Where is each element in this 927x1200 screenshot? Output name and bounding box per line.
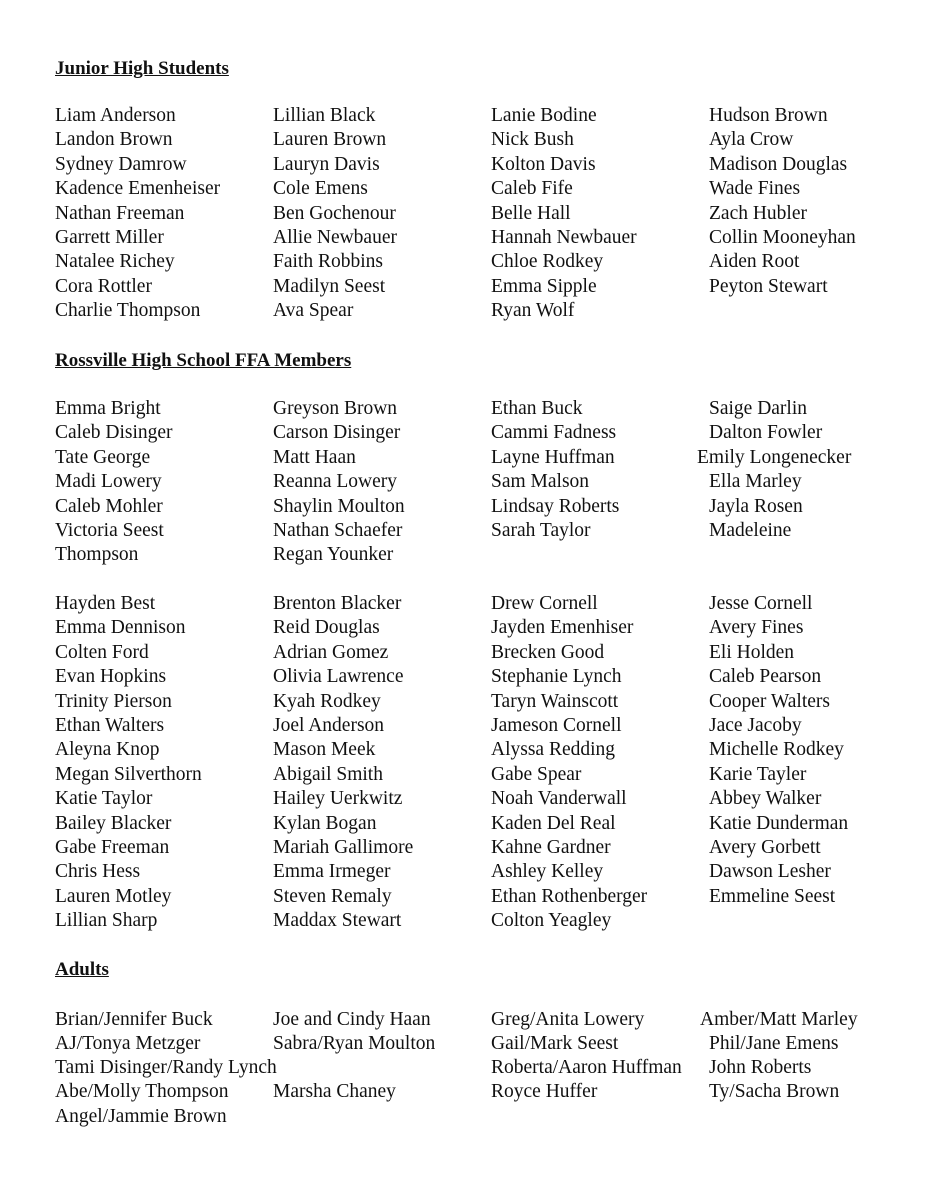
student-name: Hailey Uerkwitz <box>273 788 403 810</box>
student-name: Emmeline Seest <box>709 885 836 907</box>
student-name: Carson Disinger <box>273 422 401 444</box>
ffa-members-heading: Rossville High School FFA Members <box>55 350 352 371</box>
student-name: Ella Marley <box>709 471 802 493</box>
student-name: Liam Anderson <box>55 105 176 126</box>
student-name: Colten Ford <box>55 641 149 663</box>
student-name: Brenton Blacker <box>273 593 402 614</box>
student-name: Caleb Disinger <box>55 422 173 444</box>
student-name: Kaden Del Real <box>491 812 616 834</box>
adult-name: Joe and Cindy Haan <box>273 1009 431 1030</box>
student-name: Sam Malson <box>491 471 590 493</box>
student-name: Jameson Cornell <box>491 715 622 736</box>
student-name: Ryan Wolf <box>491 300 575 322</box>
student-name: Jesse Cornell <box>709 593 813 614</box>
adult-name: Ty/Sacha Brown <box>709 1081 840 1102</box>
student-name: Evan Hopkins <box>55 666 167 688</box>
student-name: Faith Robbins <box>273 251 383 273</box>
student-name: Eli Holden <box>709 641 795 663</box>
student-name: Regan Younker <box>273 544 394 566</box>
student-name: Madison Douglas <box>709 153 848 175</box>
student-name: Ayla Crow <box>709 129 794 151</box>
student-name: Caleb Pearson <box>709 666 822 688</box>
student-name: Ethan Rothenberger <box>491 885 648 907</box>
student-name: Saige Darlin <box>709 398 808 419</box>
adult-name: Royce Huffer <box>491 1081 598 1102</box>
student-name: Shaylin Moulton <box>273 495 405 517</box>
student-name: Avery Fines <box>709 617 804 639</box>
student-name: Nick Bush <box>491 129 574 151</box>
student-name: Colton Yeagley <box>491 910 612 932</box>
student-name: Kahne Gardner <box>491 837 611 858</box>
student-name: Cammi Fadness <box>491 422 617 444</box>
student-name: Madi Lowery <box>55 471 162 493</box>
student-name: Chloe Rodkey <box>491 251 604 273</box>
student-name: Cole Emens <box>273 178 368 200</box>
student-name: Mariah Gallimore <box>273 837 414 858</box>
student-name: Maddax Stewart <box>273 910 402 932</box>
student-name: Trinity Pierson <box>55 690 172 712</box>
student-name: Kyah Rodkey <box>273 690 381 712</box>
student-name: Olivia Lawrence <box>273 666 404 688</box>
student-name: Ethan Buck <box>491 398 583 419</box>
student-name: Aleyna Knop <box>55 739 160 761</box>
student-name: Gabe Freeman <box>55 837 170 858</box>
adult-name: Gail/Mark Seest <box>491 1033 619 1054</box>
student-name: Katie Taylor <box>55 788 153 810</box>
student-name: Matt Haan <box>273 446 356 468</box>
adult-name: AJ/Tonya Metzger <box>55 1033 201 1054</box>
student-name: Thompson <box>55 544 139 566</box>
student-name: Caleb Mohler <box>55 495 163 517</box>
student-name: Emily Longenecker <box>697 446 852 468</box>
student-name: Peyton Stewart <box>709 275 828 297</box>
student-name: Gabe Spear <box>491 763 582 785</box>
adult-name: Greg/Anita Lowery <box>491 1009 645 1030</box>
student-name: Emma Bright <box>55 398 161 419</box>
student-name: Reid Douglas <box>273 617 380 639</box>
student-name: Madilyn Seest <box>273 275 386 297</box>
student-name: Abbey Walker <box>709 788 822 810</box>
student-name: Madeleine <box>709 520 792 541</box>
adult-name: Sabra/Ryan Moulton <box>273 1033 436 1054</box>
student-name: Brecken Good <box>491 641 605 663</box>
student-name: Ava Spear <box>273 300 354 322</box>
student-name: Garrett Miller <box>55 227 164 248</box>
student-name: Sydney Damrow <box>55 153 187 175</box>
student-name: Joel Anderson <box>273 715 385 736</box>
student-name: Caleb Fife <box>491 178 573 200</box>
student-name: Stephanie Lynch <box>491 666 622 688</box>
student-name: Ashley Kelley <box>491 861 604 883</box>
student-name: Taryn Wainscott <box>491 690 619 712</box>
student-name: Bailey Blacker <box>55 812 172 834</box>
student-name: Drew Cornell <box>491 593 598 614</box>
student-name: Allie Newbauer <box>273 227 397 248</box>
adult-name: Brian/Jennifer Buck <box>55 1009 213 1030</box>
student-name: Greyson Brown <box>273 398 398 419</box>
student-name: Lauren Motley <box>55 885 172 907</box>
student-name: Chris Hess <box>55 861 141 883</box>
student-name: Katie Dunderman <box>709 812 849 834</box>
adult-name: Tami Disinger/Randy Lynch <box>55 1057 277 1078</box>
student-name: Steven Remaly <box>273 885 392 907</box>
student-name: Alyssa Redding <box>491 739 616 761</box>
student-name: Dalton Fowler <box>709 422 823 444</box>
student-name: Abigail Smith <box>273 763 383 785</box>
junior-high-heading: Junior High Students <box>55 58 229 79</box>
student-name: Megan Silverthorn <box>55 763 202 785</box>
student-name: Michelle Rodkey <box>709 739 844 761</box>
student-name: Kolton Davis <box>491 153 596 175</box>
adult-name: Phil/Jane Emens <box>709 1033 839 1054</box>
adult-name: Roberta/Aaron Huffman <box>491 1057 682 1078</box>
student-name: Victoria Seest <box>55 520 164 541</box>
student-name: Adrian Gomez <box>273 641 389 663</box>
adult-name: Marsha Chaney <box>273 1081 396 1102</box>
student-name: Charlie Thompson <box>55 300 201 322</box>
student-name: Natalee Richey <box>55 251 175 273</box>
student-name: Mason Meek <box>273 739 376 761</box>
adult-name: Amber/Matt Marley <box>700 1009 858 1030</box>
student-name: Hannah Newbauer <box>491 227 637 248</box>
student-name: Lillian Black <box>273 105 376 126</box>
adults-heading: Adults <box>55 959 109 980</box>
student-name: Lauryn Davis <box>273 153 380 175</box>
student-name: Layne Huffman <box>491 446 615 468</box>
student-name: Reanna Lowery <box>273 471 397 493</box>
student-name: Nathan Freeman <box>55 202 185 224</box>
student-name: Collin Mooneyhan <box>709 227 856 248</box>
student-name: Jace Jacoby <box>709 715 802 736</box>
student-name: Lauren Brown <box>273 129 387 151</box>
student-name: Landon Brown <box>55 129 173 151</box>
student-name: Lindsay Roberts <box>491 495 620 517</box>
student-name: Zach Hubler <box>709 202 807 224</box>
student-name: Ethan Walters <box>55 715 165 736</box>
student-name: Hayden Best <box>55 593 156 614</box>
student-name: Aiden Root <box>709 251 800 273</box>
student-name: Wade Fines <box>709 178 801 200</box>
student-name: Cooper Walters <box>709 690 830 712</box>
student-name: Hudson Brown <box>709 105 828 126</box>
student-name: Ben Gochenour <box>273 202 396 224</box>
adult-name: Abe/Molly Thompson <box>55 1081 229 1102</box>
student-name: Belle Hall <box>491 202 571 224</box>
adult-name: Angel/Jammie Brown <box>55 1106 227 1127</box>
student-name: Cora Rottler <box>55 275 152 297</box>
student-name: Avery Gorbett <box>709 837 821 858</box>
student-name: Karie Tayler <box>709 763 807 785</box>
student-name: Emma Sipple <box>491 275 597 297</box>
student-name: Jayden Emenhiser <box>491 617 634 639</box>
adult-name: John Roberts <box>709 1057 812 1078</box>
student-name: Lanie Bodine <box>491 105 597 126</box>
student-name: Tate George <box>55 446 151 468</box>
student-name: Sarah Taylor <box>491 520 591 541</box>
student-name: Kylan Bogan <box>273 812 377 834</box>
student-name: Emma Dennison <box>55 617 186 639</box>
student-name: Emma Irmeger <box>273 861 391 883</box>
student-name: Nathan Schaefer <box>273 520 403 541</box>
student-name: Noah Vanderwall <box>491 788 627 810</box>
student-name: Kadence Emenheiser <box>55 178 221 200</box>
student-name: Dawson Lesher <box>709 861 831 883</box>
student-name: Jayla Rosen <box>709 495 803 517</box>
student-name: Lillian Sharp <box>55 910 158 932</box>
